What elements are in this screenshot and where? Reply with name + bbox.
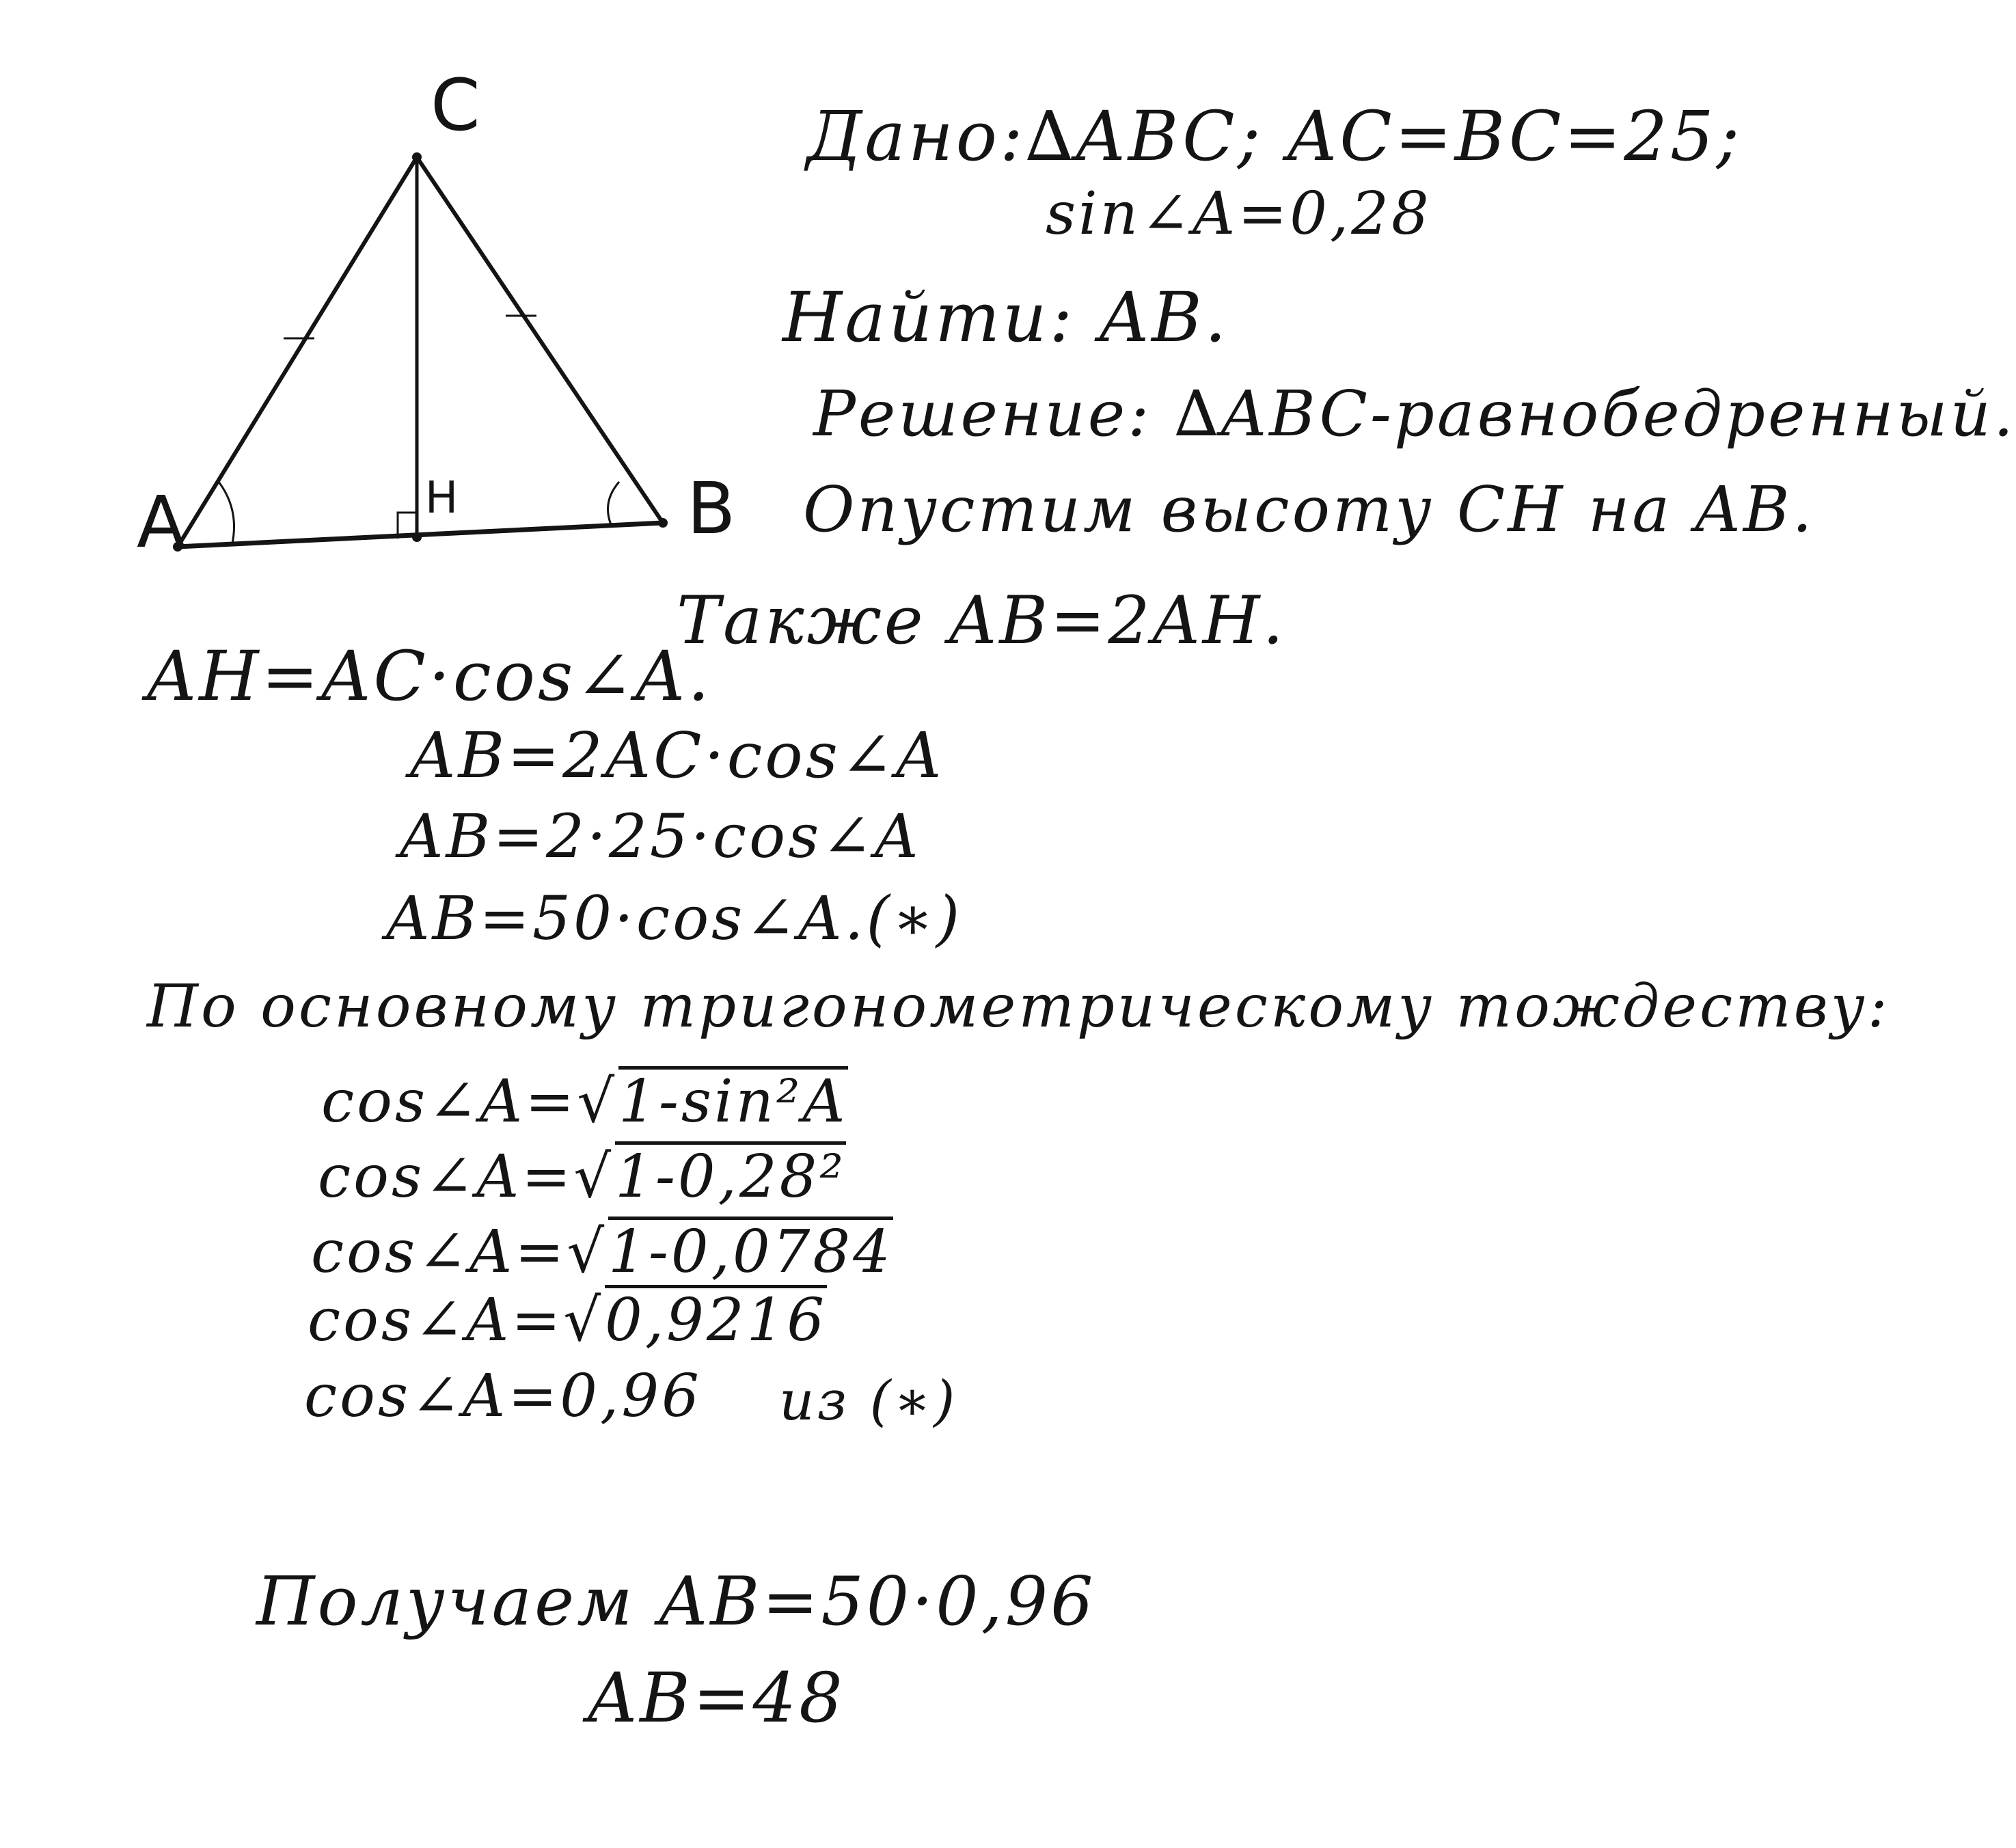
given-line-2: sin∠A=0,28 [1046,180,1432,248]
label-a: A [137,480,186,564]
cos-line-2-left: cos∠A= [318,1143,574,1211]
angle-arc-b [608,482,619,526]
given-line-1: Дано:∆ABC; AC=BC=25; [806,96,1743,176]
result-line-1: Получаем AB=50·0,96 [256,1563,1096,1641]
cos-line-5: cos∠A=0,96 [304,1362,702,1430]
triangle-drawing [130,64,786,581]
cos-line-3-root: 1-0,0784 [608,1218,893,1286]
point-b [658,518,668,528]
cos-line-2: cos∠A=√1-0,28² [318,1143,846,1211]
angle-arc-a [219,482,234,543]
label-b: B [687,467,736,550]
cos-line-1-left: cos∠A= [321,1068,577,1136]
cos-line-4-left: cos∠A= [308,1286,564,1355]
point-h [412,532,422,542]
identity-line: По основному тригонометрическому тождеству: [147,973,1890,1041]
cos-line-3-left: cos∠A= [311,1218,567,1286]
cos-line-2-root: 1-0,28² [615,1143,846,1211]
also-line: Также AB=2AH. [677,582,1286,659]
point-c [412,152,422,162]
solution-line-2: Опустим высоту CH на AB. [803,473,1815,546]
triangle-figure [130,64,786,581]
side-ac [178,157,417,547]
label-c: C [431,64,480,147]
label-h: H [425,473,459,524]
from-star-note: из (∗) [779,1369,958,1432]
find-line: Найти: AB. [782,277,1229,357]
step-ab-2: AB=2·25·cos∠A [400,801,921,871]
cos-line-1-root: 1-sin²A [618,1068,848,1136]
step-ab-3: AB=50·cos∠A.(∗) [386,883,963,953]
cos-line-4: cos∠A=√0,9216 [308,1286,828,1355]
solution-line-1: Решение: ∆ABC-равнобедренный. [813,377,2016,450]
cos-line-4-root: 0,9216 [605,1286,828,1355]
step-ah: AH=AC·cos∠A. [147,636,713,716]
cos-line-3: cos∠A=√1-0,0784 [311,1218,893,1286]
side-bc [417,157,663,523]
cos-line-1: cos∠A=√1-sin²A [321,1068,848,1136]
result-line-2: AB=48 [588,1658,845,1738]
step-ab-1: AB=2AC·cos∠A [410,719,944,792]
